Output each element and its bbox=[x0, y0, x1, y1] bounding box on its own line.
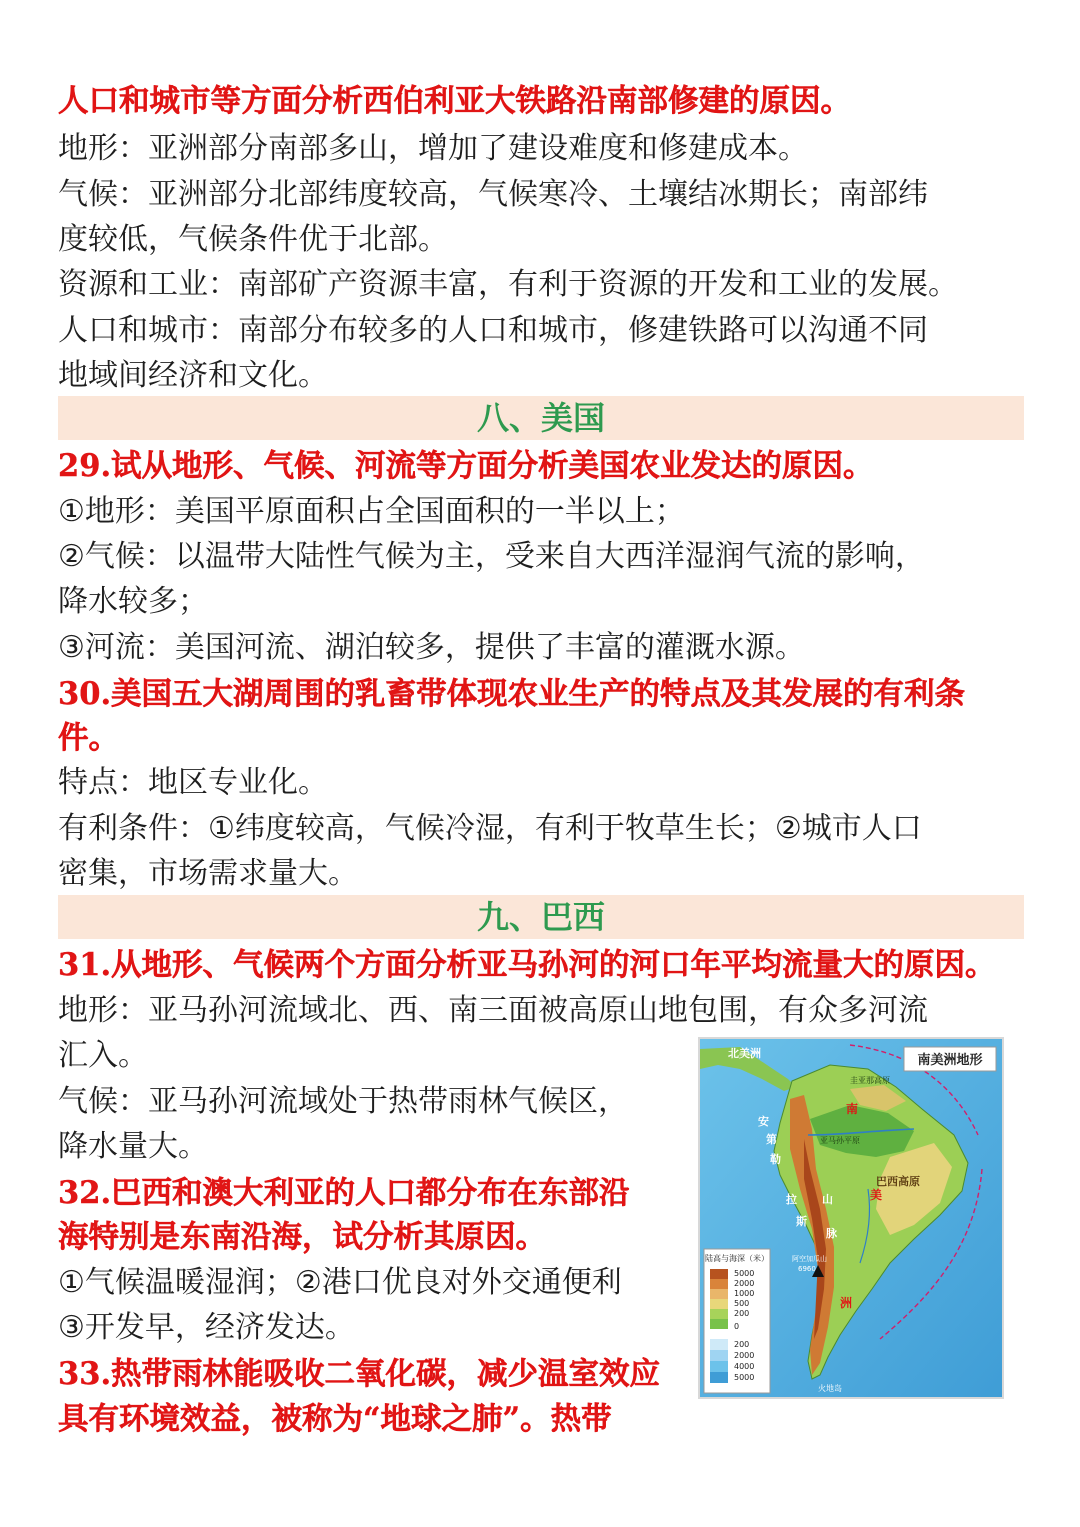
question-31: 31.从地形、气候两个方面分析亚马孙河的河口年平均流量大的原因。 bbox=[58, 947, 996, 983]
label-guiana-highlands: 圭亚那高原 bbox=[850, 1076, 890, 1085]
label-brazilian-plateau: 巴西高原 bbox=[876, 1175, 920, 1188]
label-aconcagua: 阿空加瓜山 bbox=[792, 1255, 827, 1263]
answer-line: 特点：地区专业化。 bbox=[58, 765, 328, 800]
answer-line: ①气候温暖湿润；②港口优良对外交通便利 bbox=[58, 1265, 622, 1300]
legend-land-scale bbox=[710, 1269, 728, 1329]
question-32-line2: 海特别是东南沿海，试分析其原因。 bbox=[58, 1219, 546, 1255]
answer-line: 地域间经济和文化。 bbox=[58, 358, 328, 393]
section-title-usa: 八、美国 bbox=[476, 399, 605, 437]
label-an: 安 bbox=[758, 1115, 769, 1128]
label-zhou: 洲 bbox=[840, 1296, 853, 1310]
section-title-brazil: 九、巴西 bbox=[476, 898, 605, 936]
label-si: 斯 bbox=[796, 1215, 807, 1228]
answer-line: 度较低，气候条件优于北部。 bbox=[58, 222, 448, 257]
answer-line: ③开发早，经济发达。 bbox=[58, 1310, 355, 1345]
map-title: 南美洲地形 bbox=[917, 1053, 983, 1068]
map-graphic bbox=[700, 1039, 1002, 1397]
legend-sea-scale bbox=[710, 1339, 728, 1383]
label-mei: 美 bbox=[870, 1188, 883, 1202]
question-33-line1: 33.热带雨林能吸收二氧化碳，减少温室效应 bbox=[58, 1356, 661, 1392]
legend-value: 1000 bbox=[734, 1289, 755, 1298]
answer-line: 气候：亚马孙河流域处于热带雨林气候区， bbox=[58, 1084, 628, 1119]
question-32-line1: 32.巴西和澳大利亚的人口都分布在东部沿 bbox=[58, 1175, 630, 1211]
answer-line: ③河流：美国河流、湖泊较多，提供了丰富的灌溉水源。 bbox=[58, 630, 805, 665]
legend-value: 2000 bbox=[734, 1279, 755, 1288]
label-aconcagua-height: 6960 bbox=[798, 1265, 816, 1273]
legend-value: 2000 bbox=[734, 1351, 755, 1360]
answer-line: 气候：亚洲部分北部纬度较高，气候寒冷、土壤结冰期长；南部纬 bbox=[58, 177, 928, 212]
answer-line: 地形：亚马孙河流域北、西、南三面被高原山地包围，有众多河流 bbox=[58, 993, 928, 1028]
section-header-usa bbox=[58, 396, 1024, 440]
answer-line: ②气候：以温带大陆性气候为主，受来自大西洋湿润气流的影响， bbox=[58, 539, 925, 574]
answer-line: 降水较多； bbox=[58, 584, 208, 619]
legend-value: 4000 bbox=[734, 1362, 755, 1371]
question-tail-siberia: 人口和城市等方面分析西伯利亚大铁路沿南部修建的原因。 bbox=[58, 83, 851, 119]
label-tierra-del-fuego: 火地岛 bbox=[818, 1384, 842, 1393]
legend-value: 5000 bbox=[734, 1373, 755, 1382]
question-29: 29.试从地形、气候、河流等方面分析美国农业发达的原因。 bbox=[58, 448, 874, 484]
south-america-terrain-map bbox=[698, 1037, 1004, 1399]
label-nan: 南 bbox=[846, 1102, 859, 1116]
legend-value: 0 bbox=[734, 1322, 740, 1331]
label-mai: 脉 bbox=[826, 1227, 837, 1240]
legend-value: 5000 bbox=[734, 1269, 755, 1278]
question-30-line1: 30.美国五大湖周围的乳畜带体现农业生产的特点及其发展的有利条 bbox=[58, 676, 966, 712]
answer-line: ①地形：美国平原面积占全国面积的一半以上； bbox=[58, 494, 685, 529]
label-north-america: 北美洲 bbox=[728, 1047, 761, 1060]
answer-line: 资源和工业：南部矿产资源丰富，有利于资源的开发和工业的发展。 bbox=[58, 267, 958, 302]
answer-line: 汇入。 bbox=[58, 1038, 148, 1073]
answer-line: 地形：亚洲部分南部多山，增加了建设难度和修建成本。 bbox=[58, 131, 808, 166]
legend-value: 500 bbox=[734, 1299, 750, 1308]
label-le: 勒 bbox=[770, 1153, 781, 1166]
label-amazon-plain: 亚马孙平原 bbox=[820, 1136, 860, 1145]
question-30-line2: 件。 bbox=[58, 720, 119, 756]
label-shan: 山 bbox=[822, 1193, 833, 1206]
section-header-brazil bbox=[58, 895, 1024, 939]
answer-line: 降水量大。 bbox=[58, 1129, 208, 1164]
label-di: 第 bbox=[766, 1133, 777, 1146]
label-la: 拉 bbox=[786, 1193, 797, 1206]
answer-line: 有利条件：①纬度较高，气候冷湿，有利于牧草生长；②城市人口 bbox=[58, 811, 922, 846]
answer-line: 密集，市场需求量大。 bbox=[58, 856, 358, 891]
legend-value: 200 bbox=[734, 1340, 750, 1349]
legend-value: 200 bbox=[734, 1309, 750, 1318]
answer-line: 人口和城市：南部分布较多的人口和城市，修建铁路可以沟通不同 bbox=[58, 313, 928, 348]
legend-title: 陆高与海深（米） bbox=[705, 1254, 769, 1263]
question-33-line2: 具有环境效益，被称为“地球之肺”。热带 bbox=[58, 1401, 612, 1437]
